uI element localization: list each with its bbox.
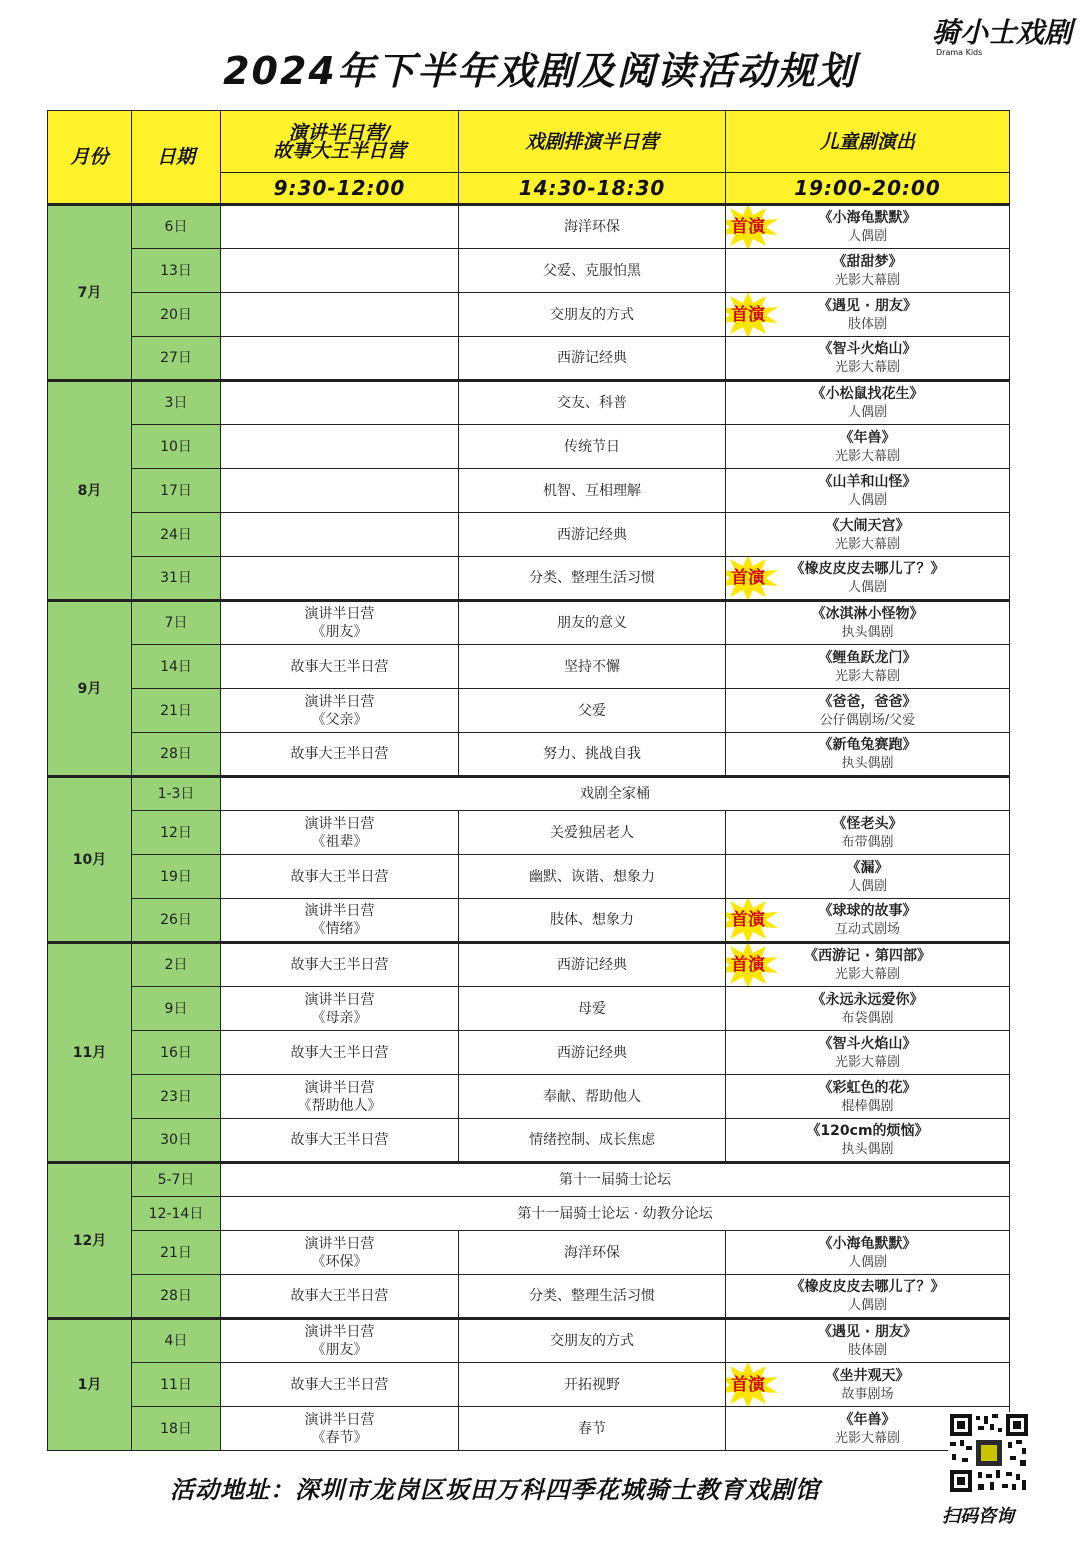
morning-camp-cell [221, 557, 459, 601]
table-row [48, 1119, 1010, 1163]
morning-camp-cell [221, 855, 459, 899]
premiere-badge [726, 205, 781, 249]
date-cell: 7日 [132, 601, 221, 645]
header-month: 月份 [48, 111, 132, 205]
show-cell [726, 987, 1010, 1031]
morning-camp-line: 故事大王半日营 [290, 957, 389, 973]
header-afternoon: 戏剧排演半日营 [459, 111, 726, 173]
morning-camp-cell [221, 1319, 459, 1363]
date-cell: 11日 [132, 1363, 221, 1407]
afternoon-theme-cell: 奉献、帮助他人 [459, 1075, 726, 1119]
show-title: 《大闹天宫》 [825, 517, 910, 534]
show-title: 《年兽》 [839, 429, 896, 446]
date-cell: 21日 [132, 689, 221, 733]
morning-camp-line: 故事大王半日营 [290, 1044, 389, 1061]
afternoon-theme-cell: 西游记经典 [459, 1031, 726, 1075]
brand-logo [932, 18, 1072, 66]
date-cell: 28日 [132, 1275, 221, 1319]
afternoon-theme-cell: 母爱 [459, 987, 726, 1031]
morning-camp-cell [221, 943, 459, 987]
morning-camp-cell [221, 811, 459, 855]
show-cell [726, 1363, 1010, 1407]
table-row [48, 601, 1010, 645]
show-cell [726, 249, 1010, 293]
afternoon-theme-cell: 海洋环保 [459, 205, 726, 249]
event-span-cell: 第十一届骑士论坛 · 幼教分论坛 [221, 1197, 1010, 1231]
morning-camp-cell [221, 1031, 459, 1075]
morning-camp-line: 《祖辈》 [311, 833, 368, 850]
show-title: 《坐井观天》 [825, 1367, 910, 1384]
show-cell [726, 293, 1010, 337]
table-row [48, 1197, 1010, 1231]
show-cell [726, 1319, 1010, 1363]
date-cell: 18日 [132, 1407, 221, 1451]
header-evening-time: 19:00-20:00 [726, 173, 1010, 205]
table-row [48, 899, 1010, 943]
date-cell: 10日 [132, 425, 221, 469]
logo-subtext: Drama Kids [936, 48, 983, 57]
premiere-badge [726, 293, 781, 337]
premiere-label: 首演 [731, 1374, 765, 1395]
show-cell [726, 943, 1010, 987]
show-type: 布袋偶剧 [841, 1010, 894, 1026]
morning-camp-cell [221, 513, 459, 557]
morning-camp-cell [221, 645, 459, 689]
afternoon-theme-cell: 西游记经典 [459, 513, 726, 557]
afternoon-theme-cell: 坚持不懈 [459, 645, 726, 689]
show-type: 人偶剧 [847, 405, 887, 420]
table-row [48, 1275, 1010, 1319]
show-title: 《小海龟默默》 [818, 1235, 917, 1252]
morning-camp-line: 《春节》 [311, 1429, 368, 1446]
show-type: 互动式剧场 [834, 922, 900, 937]
show-type: 执头偶剧 [841, 756, 894, 771]
afternoon-theme-cell: 情绪控制、成长焦虑 [459, 1119, 726, 1163]
table-row [48, 293, 1010, 337]
afternoon-theme-cell: 机智、互相理解 [459, 469, 726, 513]
morning-camp-cell [221, 293, 459, 337]
table-row [48, 777, 1010, 811]
morning-camp-cell [221, 1407, 459, 1451]
date-cell: 27日 [132, 337, 221, 381]
table-row [48, 469, 1010, 513]
show-type: 肢体剧 [847, 316, 887, 332]
morning-camp-line: 故事大王半日营 [290, 658, 389, 675]
table-row [48, 1075, 1010, 1119]
morning-camp-cell [221, 689, 459, 733]
show-title: 《冰淇淋小怪物》 [811, 606, 924, 622]
qr-label: 扫码咨询 [942, 1506, 1014, 1527]
show-cell [726, 337, 1010, 381]
show-title: 《120cm的烦恼》 [806, 1123, 929, 1139]
table-row [48, 1231, 1010, 1275]
premiere-badge [726, 557, 781, 601]
morning-camp-line: 演讲半日营 [304, 1324, 375, 1340]
morning-camp-line: 故事大王半日营 [290, 1132, 389, 1148]
morning-camp-line: 故事大王半日营 [290, 1376, 389, 1393]
show-type: 执头偶剧 [841, 1142, 894, 1157]
header-afternoon-time: 14:30-18:30 [459, 173, 726, 205]
show-type: 棍棒偶剧 [841, 1098, 894, 1114]
qr-code-icon[interactable] [948, 1412, 1030, 1494]
morning-camp-line: 《朋友》 [311, 1342, 368, 1358]
footer-address: 活动地址：深圳市龙岗区坂田万科四季花城骑士教育戏剧馆 [170, 1476, 820, 1504]
show-type: 故事剧场 [841, 1386, 894, 1402]
table-row [48, 337, 1010, 381]
morning-camp-line: 演讲半日营 [304, 991, 375, 1008]
show-title: 《甜甜梦》 [832, 253, 903, 270]
date-cell: 17日 [132, 469, 221, 513]
morning-camp-line: 演讲半日营 [304, 903, 375, 919]
date-cell: 24日 [132, 513, 221, 557]
date-cell: 5-7日 [132, 1163, 221, 1197]
morning-camp-line: 演讲半日营 [304, 693, 375, 710]
morning-camp-line: 演讲半日营 [304, 606, 375, 622]
morning-camp-cell [221, 987, 459, 1031]
date-cell: 2日 [132, 943, 221, 987]
show-cell [726, 689, 1010, 733]
table-row [48, 1031, 1010, 1075]
show-title: 《球球的故事》 [818, 903, 917, 919]
show-title: 《智斗火焰山》 [818, 1035, 917, 1052]
logo-text: 骑小士戏剧 [932, 16, 1073, 49]
morning-camp-cell [221, 425, 459, 469]
show-type: 公仔偶剧场/父爱 [819, 712, 916, 728]
show-cell [726, 645, 1010, 689]
header-morning [221, 111, 459, 173]
morning-camp-line: 演讲半日营 [304, 1411, 375, 1428]
morning-camp-line: 《朋友》 [311, 624, 368, 640]
premiere-label: 首演 [731, 217, 765, 237]
table-row [48, 987, 1010, 1031]
show-title: 《橡皮皮皮去哪儿了？》 [790, 561, 945, 577]
date-cell: 31日 [132, 557, 221, 601]
table-row [48, 689, 1010, 733]
morning-camp-cell [221, 899, 459, 943]
show-cell [726, 855, 1010, 899]
show-type: 光影大幕剧 [834, 967, 900, 982]
date-cell: 28日 [132, 733, 221, 777]
table-row [48, 1363, 1010, 1407]
morning-camp-cell [221, 205, 459, 249]
afternoon-theme-cell: 开拓视野 [459, 1363, 726, 1407]
table-row [48, 425, 1010, 469]
show-type: 光影大幕剧 [834, 1054, 900, 1070]
table-row [48, 855, 1010, 899]
morning-camp-cell [221, 733, 459, 777]
date-cell: 14日 [132, 645, 221, 689]
table-row [48, 811, 1010, 855]
afternoon-theme-cell: 朋友的意义 [459, 601, 726, 645]
morning-camp-line: 故事大王半日营 [290, 868, 389, 885]
afternoon-theme-cell: 传统节日 [459, 425, 726, 469]
date-cell: 21日 [132, 1231, 221, 1275]
morning-camp-line: 演讲半日营 [304, 815, 375, 832]
morning-camp-line: 《父亲》 [311, 711, 368, 728]
morning-camp-line: 《环保》 [311, 1253, 368, 1270]
table-row [48, 645, 1010, 689]
show-title: 《小海龟默默》 [818, 210, 917, 226]
morning-camp-line: 《帮助他人》 [297, 1097, 382, 1114]
afternoon-theme-cell: 交朋友的方式 [459, 293, 726, 337]
show-type: 光影大幕剧 [834, 1430, 900, 1446]
date-cell: 6日 [132, 205, 221, 249]
show-type: 人偶剧 [847, 492, 887, 508]
show-title: 《橡皮皮皮去哪儿了？》 [790, 1279, 945, 1295]
show-cell [726, 469, 1010, 513]
date-cell: 23日 [132, 1075, 221, 1119]
morning-camp-cell [221, 469, 459, 513]
show-type: 执头偶剧 [841, 625, 894, 640]
date-cell: 9日 [132, 987, 221, 1031]
table-row [48, 733, 1010, 777]
table-row [48, 513, 1010, 557]
show-title: 《鲤鱼跃龙门》 [818, 649, 917, 666]
afternoon-theme-cell: 分类、整理生活习惯 [459, 1275, 726, 1319]
premiere-badge [726, 943, 781, 987]
show-title: 《爸爸，爸爸》 [818, 693, 917, 710]
show-type: 肢体剧 [847, 1343, 887, 1358]
table-row [48, 205, 1010, 249]
afternoon-theme-cell: 春节 [459, 1407, 726, 1451]
show-title: 《智斗火焰山》 [818, 341, 917, 357]
afternoon-theme-cell: 幽默、诙谐、想象力 [459, 855, 726, 899]
header-morning-line1: 演讲半日营/ [288, 121, 391, 144]
date-cell: 26日 [132, 899, 221, 943]
schedule-table [47, 110, 1010, 1451]
header-date: 日期 [132, 111, 221, 205]
date-cell: 1-3日 [132, 777, 221, 811]
show-type: 人偶剧 [847, 1298, 887, 1313]
show-cell [726, 205, 1010, 249]
show-type: 人偶剧 [847, 878, 887, 894]
morning-camp-line: 演讲半日营 [304, 1079, 375, 1096]
show-cell [726, 811, 1010, 855]
page-title: 2024年下半年戏剧及阅读活动规划 [223, 49, 857, 93]
show-cell [726, 513, 1010, 557]
month-cell: 10月 [48, 777, 132, 943]
table-row [48, 1319, 1010, 1363]
header-morning-time: 9:30-12:00 [221, 173, 459, 205]
afternoon-theme-cell: 交朋友的方式 [459, 1319, 726, 1363]
month-cell: 12月 [48, 1163, 132, 1319]
show-type: 人偶剧 [847, 1254, 887, 1270]
table-row [48, 381, 1010, 425]
date-cell: 12-14日 [132, 1197, 221, 1231]
morning-camp-cell [221, 381, 459, 425]
table-row [48, 249, 1010, 293]
schedule-body [48, 205, 1010, 1451]
show-title: 《遇见 · 朋友》 [817, 1324, 918, 1340]
afternoon-theme-cell: 海洋环保 [459, 1231, 726, 1275]
date-cell: 16日 [132, 1031, 221, 1075]
afternoon-theme-cell: 父爱、克服怕黑 [459, 249, 726, 293]
premiere-label: 首演 [731, 568, 765, 588]
morning-camp-line: 演讲半日营 [304, 1235, 375, 1252]
show-cell [726, 557, 1010, 601]
show-type: 光影大幕剧 [834, 668, 900, 684]
show-title: 《西游记 · 第四部》 [803, 948, 932, 964]
table-row [48, 557, 1010, 601]
afternoon-theme-cell: 西游记经典 [459, 337, 726, 381]
morning-camp-line: 《情绪》 [311, 921, 368, 937]
show-type: 布带偶剧 [841, 834, 894, 850]
show-type: 人偶剧 [847, 229, 887, 244]
morning-camp-cell [221, 1075, 459, 1119]
header-morning-line2: 故事大王半日营 [272, 139, 406, 162]
premiere-label: 首演 [731, 955, 765, 975]
date-cell: 4日 [132, 1319, 221, 1363]
morning-camp-line: 《母亲》 [311, 1009, 368, 1026]
show-type: 光影大幕剧 [834, 360, 900, 375]
show-type: 人偶剧 [847, 580, 887, 595]
afternoon-theme-cell: 父爱 [459, 689, 726, 733]
show-cell [726, 425, 1010, 469]
show-type: 光影大幕剧 [834, 448, 900, 464]
show-type: 光影大幕剧 [834, 272, 900, 288]
date-cell: 12日 [132, 811, 221, 855]
morning-camp-cell [221, 601, 459, 645]
show-title: 《彩虹色的花》 [818, 1079, 917, 1096]
show-type: 光影大幕剧 [834, 536, 900, 552]
table-row [48, 1163, 1010, 1197]
show-title: 《新龟兔赛跑》 [818, 737, 917, 753]
premiere-badge [726, 1363, 781, 1407]
morning-camp-line: 故事大王半日营 [290, 1288, 389, 1304]
show-title: 《遇见 · 朋友》 [817, 297, 918, 314]
show-title: 《年兽》 [839, 1411, 896, 1428]
show-cell [726, 899, 1010, 943]
show-cell [726, 1119, 1010, 1163]
morning-camp-cell [221, 249, 459, 293]
afternoon-theme-cell: 分类、整理生活习惯 [459, 557, 726, 601]
show-title: 《小松鼠找花生》 [811, 386, 924, 402]
date-cell: 3日 [132, 381, 221, 425]
afternoon-theme-cell: 关爱独居老人 [459, 811, 726, 855]
afternoon-theme-cell: 交友、科普 [459, 381, 726, 425]
show-title: 《漏》 [846, 859, 889, 876]
show-title: 《怪老头》 [832, 815, 903, 832]
show-cell [726, 381, 1010, 425]
table-row [48, 943, 1010, 987]
afternoon-theme-cell: 肢体、想象力 [459, 899, 726, 943]
afternoon-theme-cell: 西游记经典 [459, 943, 726, 987]
morning-camp-cell [221, 1275, 459, 1319]
event-span-cell: 戏剧全家桶 [221, 777, 1010, 811]
header-evening: 儿童剧演出 [726, 111, 1010, 173]
morning-camp-cell [221, 1231, 459, 1275]
premiere-label: 首演 [731, 304, 765, 325]
premiere-badge [726, 899, 781, 943]
month-cell: 8月 [48, 381, 132, 601]
show-cell [726, 601, 1010, 645]
show-title: 《山羊和山怪》 [818, 473, 917, 490]
month-cell: 7月 [48, 205, 132, 381]
month-cell: 9月 [48, 601, 132, 777]
date-cell: 19日 [132, 855, 221, 899]
premiere-label: 首演 [731, 910, 765, 930]
show-cell [726, 1231, 1010, 1275]
show-cell [726, 1275, 1010, 1319]
show-cell [726, 1075, 1010, 1119]
date-cell: 30日 [132, 1119, 221, 1163]
event-span-cell: 第十一届骑士论坛 [221, 1163, 1010, 1197]
show-cell [726, 1031, 1010, 1075]
month-cell: 11月 [48, 943, 132, 1163]
date-cell: 20日 [132, 293, 221, 337]
afternoon-theme-cell: 努力、挑战自我 [459, 733, 726, 777]
morning-camp-line: 故事大王半日营 [290, 746, 389, 762]
show-cell [726, 733, 1010, 777]
date-cell: 13日 [132, 249, 221, 293]
show-title: 《永远永远爱你》 [811, 991, 924, 1008]
morning-camp-cell [221, 337, 459, 381]
morning-camp-cell [221, 1363, 459, 1407]
month-cell: 1月 [48, 1319, 132, 1451]
table-row [48, 1407, 1010, 1451]
morning-camp-cell [221, 1119, 459, 1163]
